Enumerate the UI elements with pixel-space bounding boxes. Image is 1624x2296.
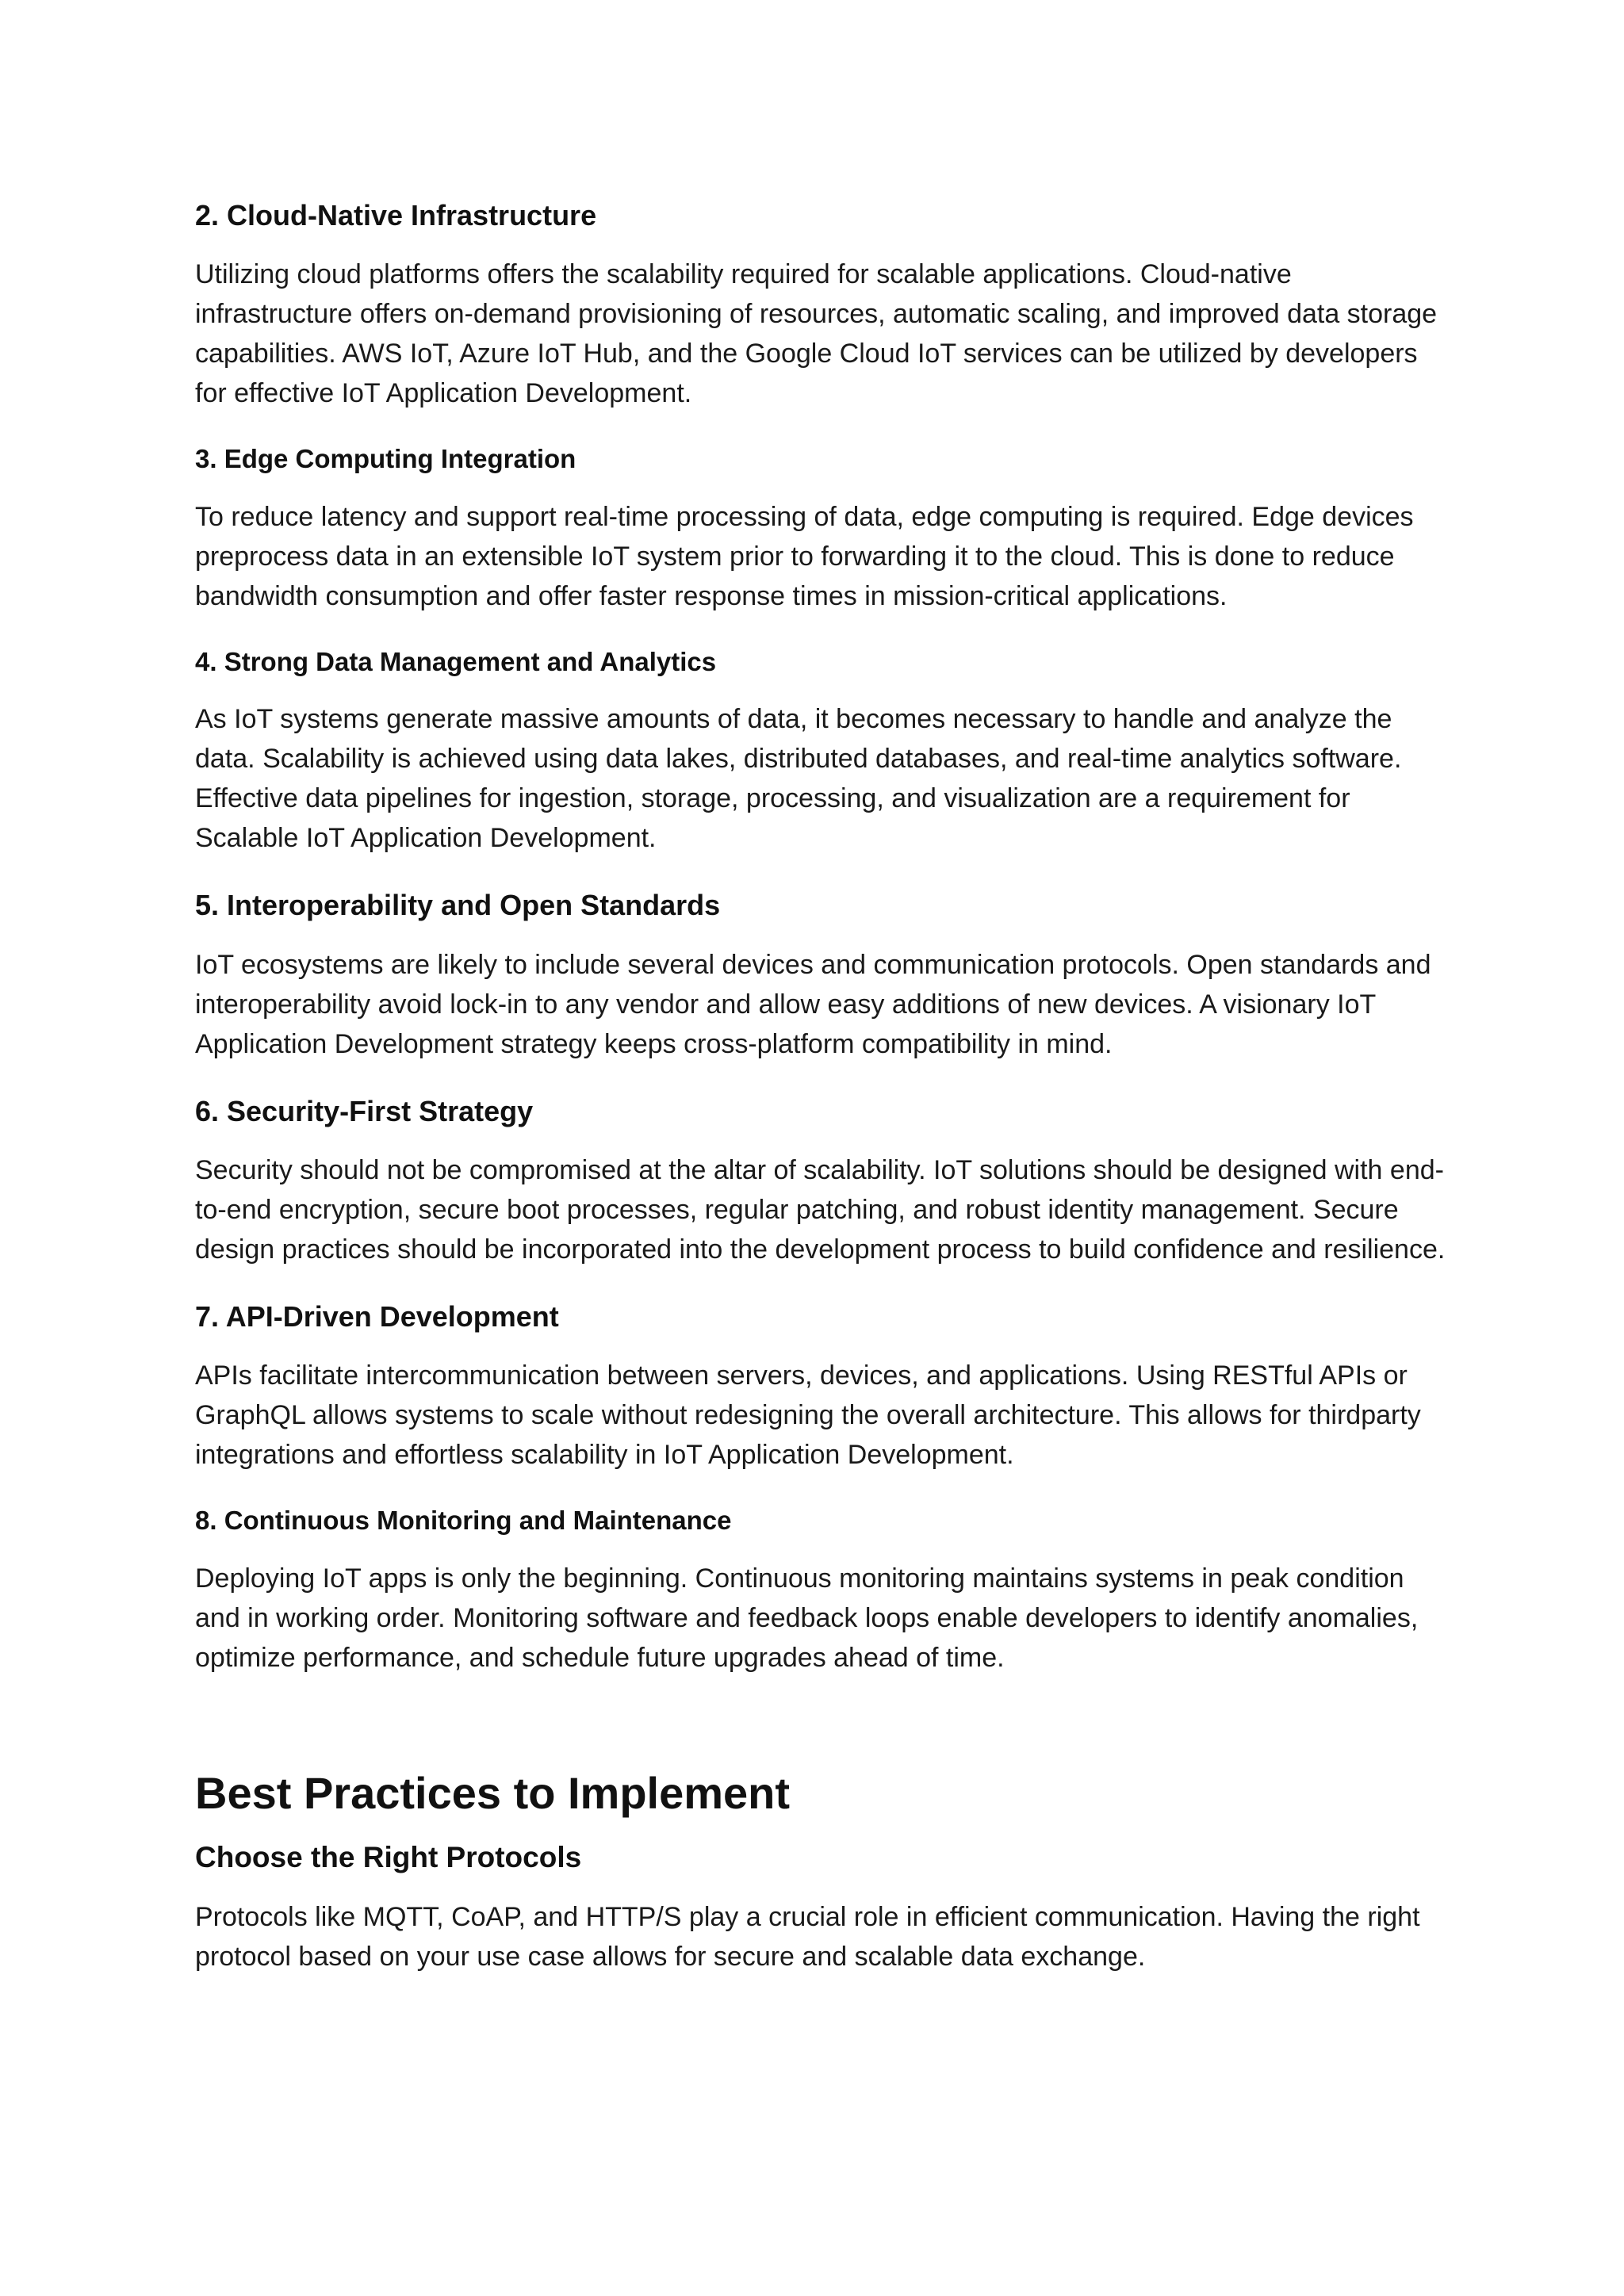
best-practices-title: Best Practices to Implement [195, 1767, 791, 1818]
section-heading: 2. Cloud-Native Infrastructure [195, 199, 597, 232]
best-practices-subheading: Choose the Right Protocols [195, 1840, 582, 1873]
section-interoperability [195, 888, 1448, 1063]
section-heading: 6. Security-First Strategy [195, 1094, 534, 1127]
section-edge-computing [195, 443, 1448, 616]
section-body: As IoT systems generate massive amounts of data, it becomes necessary to handle and analyze the data. Scalability is achieved using data lakes, distributed databases, and real-time analytics software. Effective data pipelines for ingestion, storage, processing, and visualization are a requirement for Scalable IoT Application Development. [195, 704, 1402, 854]
section-heading: 3. Edge Computing Integration [195, 444, 576, 474]
section-body: To reduce latency and support real-time processing of data, edge computing is required. Edge devices preprocess data in an extensible IoT system prior to forwarding it to the cloud. This is done to reduce bandwidth consumption and offer faster response times in mission-critical applications. [195, 501, 1414, 611]
section-body: IoT ecosystems are likely to include several devices and communication protocols. Open standards and interoperability avoid lock-in to any vendor and allow easy additions of new devices. A visionary IoT Application Development strategy keeps cross-platform compatibility in mind. [195, 949, 1431, 1059]
section-body: Security should not be compromised at the altar of scalability. IoT solutions should be designed with end-to-end encryption, secure boot processes, regular patching, and robust identity management. Secure design practices should be incorporated into the development process to build confidence and resilience. [195, 1154, 1446, 1265]
section-heading: 8. Continuous Monitoring and Maintenance [195, 1505, 732, 1535]
best-practices-body: Protocols like MQTT, CoAP, and HTTP/S play a crucial role in efficient communication. Having the right protocol based on your use case allows for secure and scalable data exchange. [195, 1902, 1420, 1973]
section-body: Deploying IoT apps is only the beginning. Continuous monitoring maintains systems in peak condition and in working order. Monitoring software and feedback loops enable developers to identify anomalies, optimize performance, and schedule future upgrades ahead of time. [195, 1563, 1419, 1673]
section-api-driven [195, 1299, 1448, 1475]
section-heading: 4. Strong Data Management and Analytics [195, 646, 717, 676]
section-best-practices [195, 1766, 1448, 1977]
section-data-management [195, 646, 1448, 859]
section-heading: 5. Interoperability and Open Standards [195, 889, 721, 922]
section-body: APIs facilitate intercommunication between servers, devices, and applications. Using RESTful APIs or GraphQL allows systems to scale without redesigning the overall architecture. This allows for thirdparty integrations and effortless scalability in IoT Application Development. [195, 1360, 1421, 1470]
section-heading: 7. API-Driven Development [195, 1299, 559, 1333]
document-page [195, 198, 1448, 2007]
section-monitoring [195, 1505, 1448, 1678]
section-security [195, 1094, 1448, 1269]
section-body: Utilizing cloud platforms offers the scalability required for scalable applications. Cloud-native infrastructure offers on-demand provisioning of resources, automatic scaling, and improved data storage capabilities. AWS IoT, Azure IoT Hub, and the Google Cloud IoT services can be utilized by developers for effective IoT Application Development. [195, 259, 1438, 409]
section-cloud-native [195, 198, 1448, 413]
